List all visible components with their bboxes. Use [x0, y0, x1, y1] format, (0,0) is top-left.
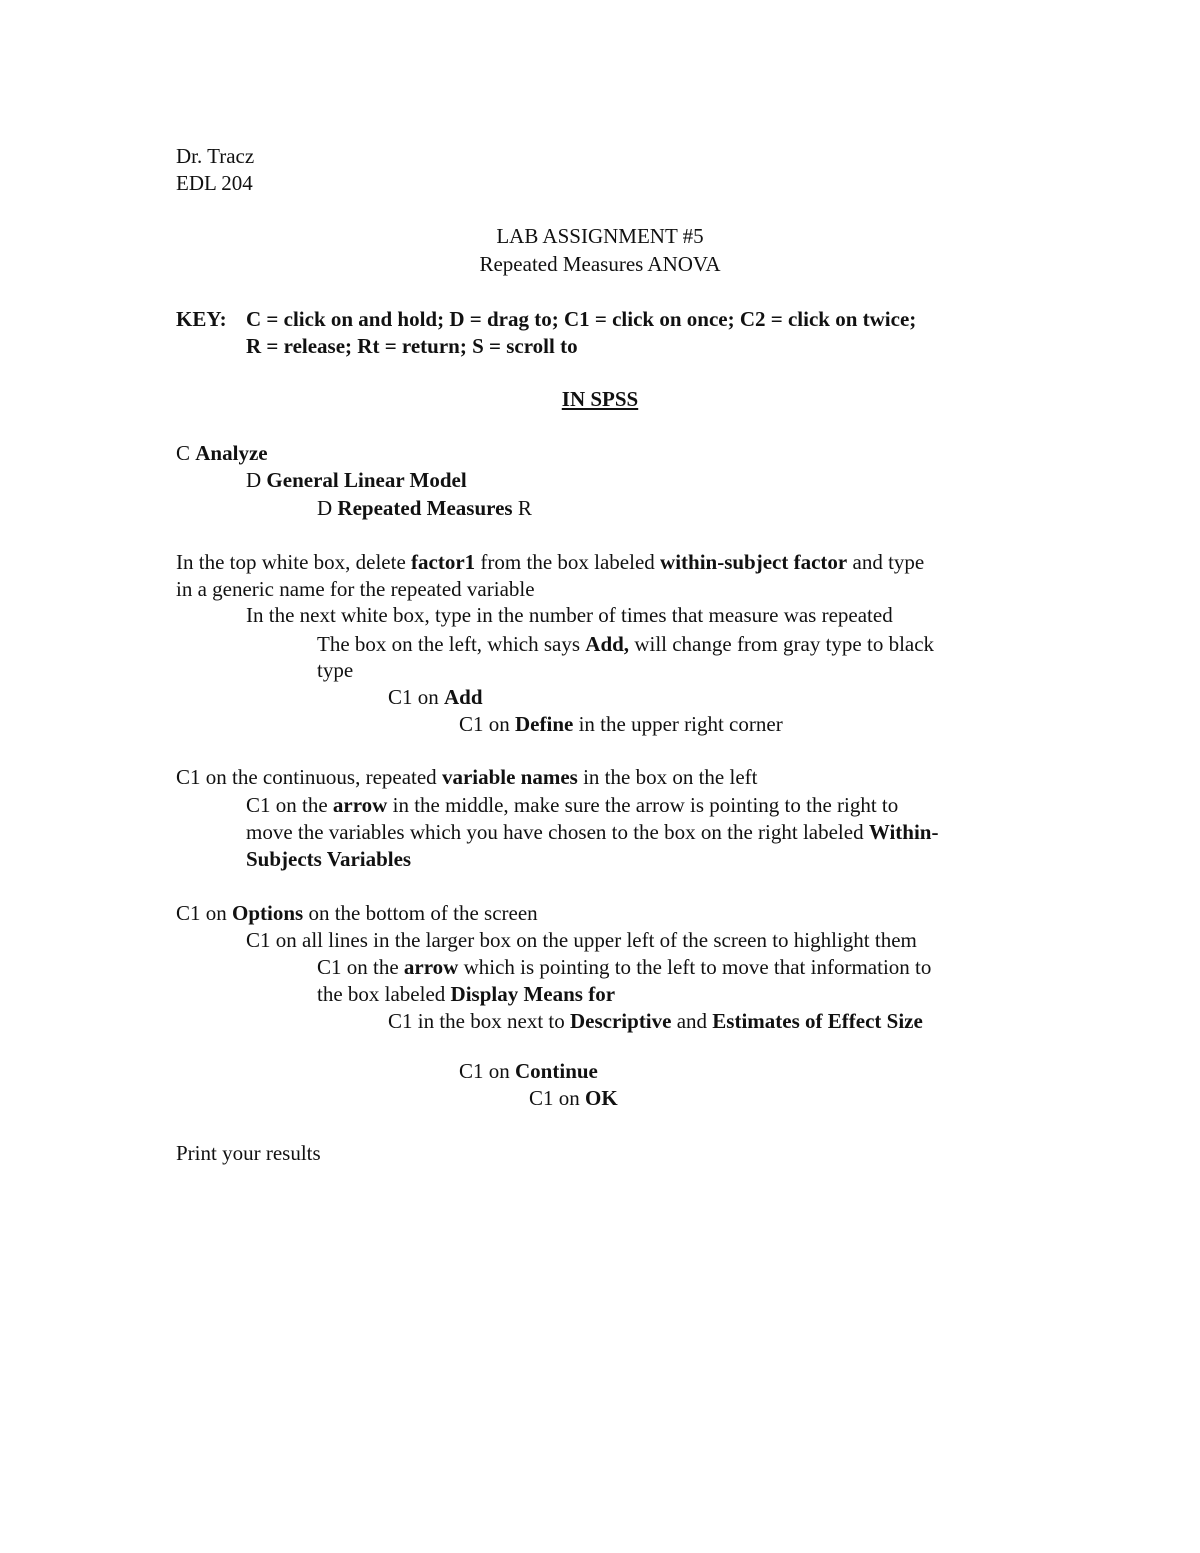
text-run: in the upper right corner	[573, 712, 783, 736]
step-term: General Linear Model	[266, 468, 467, 492]
variables-line-1	[176, 764, 757, 791]
text-run: C1 in the box next to	[388, 1009, 570, 1033]
options-line-4	[317, 981, 615, 1008]
section-heading: IN SPSS	[561, 387, 639, 411]
term-add: Add,	[585, 632, 630, 656]
term-add: Add	[444, 685, 483, 709]
options-line-1	[176, 900, 538, 927]
step-prefix: C	[176, 441, 196, 465]
text-run: C1 on the continuous, repeated	[176, 765, 442, 789]
define-line-1	[176, 549, 924, 576]
define-line-5: type	[317, 658, 354, 682]
text-run: will change from gray type to black	[629, 632, 935, 656]
text-run: which is pointing to the left to move that information to	[458, 955, 932, 979]
key-label: KEY:	[176, 307, 227, 331]
define-line-4	[317, 631, 934, 658]
options-line-5	[388, 1008, 923, 1035]
step-prefix: D	[317, 496, 338, 520]
text-run: the box labeled	[317, 982, 451, 1006]
key-line-2: R = release; Rt = return; S = scroll to	[246, 334, 578, 358]
section-heading-wrap	[0, 386, 1200, 413]
assignment-subtitle: Repeated Measures ANOVA	[479, 252, 721, 276]
text-run: from the box labeled	[475, 550, 661, 574]
assignment-title: LAB ASSIGNMENT #5	[496, 224, 704, 248]
variables-line-3	[246, 819, 938, 846]
text-run: C1 on the	[317, 955, 404, 979]
text-run: The box on the left, which says	[317, 632, 586, 656]
text-run: C1 on	[459, 712, 516, 736]
menu-step-general-linear-model	[246, 467, 467, 494]
text-run: C1 on	[459, 1059, 516, 1083]
term-within: Within-	[868, 820, 939, 844]
term-define: Define	[515, 712, 574, 736]
term-ok: OK	[585, 1086, 618, 1110]
text-run: C1 on	[176, 901, 233, 925]
step-term: Analyze	[195, 441, 268, 465]
menu-step-repeated-measures	[317, 495, 532, 522]
term-arrow: arrow	[403, 955, 459, 979]
step-suffix: R	[512, 496, 532, 520]
course-code: EDL 204	[176, 171, 253, 195]
term-descriptive: Descriptive	[570, 1009, 672, 1033]
text-run: in the middle, make sure the arrow is pointing to the right to	[387, 793, 899, 817]
term-continue: Continue	[515, 1059, 598, 1083]
term-estimates-of-effect-size: Estimates of Effect Size	[712, 1009, 923, 1033]
define-line-3: In the next white box, type in the number of times that measure was repeated	[246, 603, 893, 627]
term-options: Options	[232, 901, 304, 925]
term-variable-names: variable names	[441, 765, 578, 789]
term-factor1: factor1	[411, 550, 476, 574]
text-run: C1 on	[388, 685, 445, 709]
step-prefix: D	[246, 468, 267, 492]
text-run: and	[671, 1009, 713, 1033]
define-line-6	[388, 684, 483, 711]
options-line-2: C1 on all lines in the larger box on the upper left of the screen to highlight them	[246, 928, 917, 952]
term-within-subject-factor: within-subject factor	[660, 550, 848, 574]
variables-line-4: Subjects Variables	[246, 847, 412, 871]
text-run: In the top white box, delete	[176, 550, 412, 574]
closing-instruction: Print your results	[176, 1141, 321, 1165]
define-line-7	[459, 711, 783, 738]
term-arrow: arrow	[332, 793, 388, 817]
text-run: on the bottom of the screen	[303, 901, 538, 925]
finish-line-2	[529, 1085, 618, 1112]
options-line-3	[317, 954, 931, 981]
instructor-name: Dr. Tracz	[176, 144, 255, 168]
text-run: C1 on the	[246, 793, 333, 817]
define-line-2: in a generic name for the repeated variable	[176, 577, 535, 601]
text-run: in the box on the left	[577, 765, 758, 789]
step-term: Repeated Measures	[337, 496, 513, 520]
term-display-means-for: Display Means for	[450, 982, 616, 1006]
finish-line-1	[459, 1058, 598, 1085]
text-run: move the variables which you have chosen to the box on the right labeled	[246, 820, 869, 844]
key-line-1: C = click on and hold; D = drag to; C1 = click on once; C2 = click on twice;	[246, 307, 917, 331]
text-run: C1 on	[529, 1086, 586, 1110]
menu-step-analyze	[176, 440, 268, 467]
variables-line-2	[246, 792, 898, 819]
text-run: and type	[847, 550, 925, 574]
